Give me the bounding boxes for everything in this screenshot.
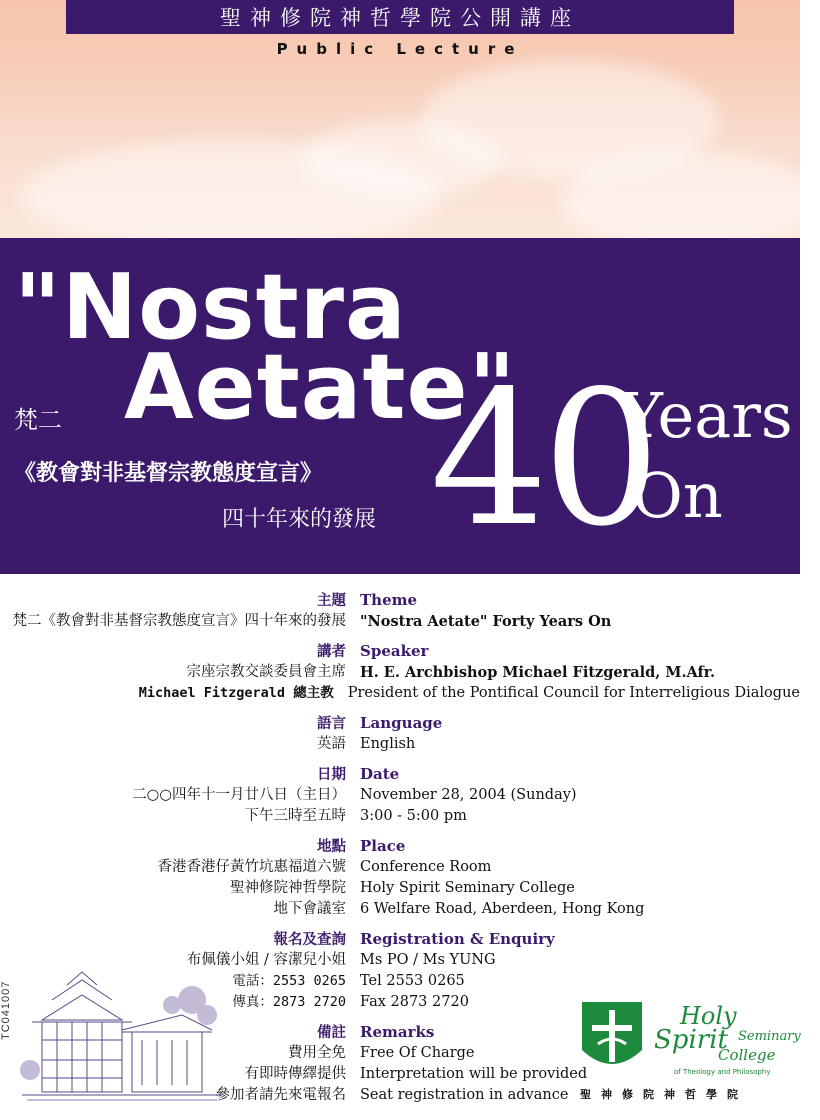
detail-value-cn: 下午三時至五時 [244,808,346,824]
detail-value-cn: 梵二《教會對非基督宗教態度宣言》四十年來的發展 [12,613,346,629]
chinese-subtitle-2: 《教會對非基督宗教態度宣言》 [14,460,323,486]
detail-value-en: Ms PO / Ms YUNG [360,952,496,968]
logo-text-college: College [718,1046,776,1064]
detail-value-cn: 傳真：2873 2720 [232,994,346,1010]
detail-value-en: November 28, 2004 (Sunday) [360,787,577,803]
detail-value-en: English [360,736,416,752]
detail-row [0,899,800,920]
detail-row [0,683,800,704]
detail-heading-row [0,713,800,734]
detail-label-cn: 備註 [317,1024,346,1041]
detail-value-cn: 英語 [317,736,346,752]
detail-heading-row [0,764,800,785]
detail-value-en: Holy Spirit Seminary College [360,880,575,896]
detail-value-en: President of the Pontifical Council for Interreligious Dialogue [347,685,800,701]
detail-heading-row [0,929,800,950]
detail-group [0,764,800,827]
detail-value-cn: Michael Fitzgerald 總主教 [138,685,334,701]
detail-heading-row [0,641,800,662]
detail-value-cn: 香港香港仔黃竹坑惠福道六號 [157,859,346,875]
detail-label-cn: 主題 [317,592,346,609]
detail-label-en: Theme [360,591,418,609]
detail-value-cn: 宗座宗教交談委員會主席 [186,664,346,680]
detail-group [0,713,800,755]
detail-value-en: Free Of Charge [360,1045,475,1061]
detail-value-cn: 參加者請先來電報名 [215,1087,346,1103]
detail-label-en: Speaker [360,642,429,660]
detail-value-cn: 二○○四年十一月廿八日（主日） [132,787,346,803]
cloud-shape [560,150,820,250]
detail-value-en: Conference Room [360,859,492,875]
detail-value-en: "Nostra Aetate" Forty Years On [360,613,612,630]
title-line-2: Aetate" [124,335,517,440]
detail-value-cn: 地下會議室 [273,901,346,917]
detail-label-cn: 日期 [317,766,346,783]
document-code: TC041007 [0,980,12,1040]
detail-row [0,806,800,827]
detail-value-cn: 聖神修院神哲學院 [230,880,346,896]
detail-heading-row [0,836,800,857]
detail-label-en: Language [360,714,443,732]
sky-background [0,0,800,238]
detail-label-cn: 語言 [317,715,346,732]
chinese-header-band [66,0,734,34]
public-lecture-heading: Public Lecture [276,40,524,58]
detail-label-en: Place [360,837,406,855]
detail-group [0,641,800,704]
detail-group [0,836,800,920]
detail-value-en: Fax 2873 2720 [360,994,469,1010]
detail-label-cn: 報名及查詢 [273,931,346,948]
title-line-1: "Nostra [14,255,407,360]
detail-label-en: Registration & Enquiry [360,930,555,948]
title-band [0,238,800,574]
logo-text-seminary: Seminary [738,1029,801,1044]
detail-row [0,785,800,806]
detail-value-cn: 電話：2553 0265 [232,973,346,989]
detail-value-en: H. E. Archbishop Michael Fitzgerald, M.Afr. [360,664,716,681]
on-word: On [632,459,723,532]
detail-row [0,734,800,755]
logo-text-spirit: Spirit [654,1025,728,1055]
detail-label-en: Remarks [360,1023,435,1041]
building-sketch-icon [22,960,222,1110]
detail-label-en: Date [360,765,400,783]
detail-value-en: Interpretation will be provided [360,1066,588,1082]
logo-chinese-name: 聖神修院神哲學院 [580,1088,748,1101]
detail-value-en: Tel 2553 0265 [360,973,465,989]
logo-text-holy: Holy [680,1002,737,1030]
detail-value-cn: 有即時傳繹提供 [244,1066,346,1082]
chinese-title: 聖神修院神哲學院公開講座 [220,6,580,30]
chinese-subtitle-3: 四十年來的發展 [222,507,377,532]
cloud-shape [300,120,500,200]
detail-row [0,662,800,683]
chinese-subtitle-1: 梵二 [14,406,62,434]
detail-row [0,611,800,632]
detail-label-cn: 地點 [317,838,346,855]
detail-value-cn: 布佩儀小姐 / 容潔兒小姐 [186,952,346,968]
detail-value-en: 6 Welfare Road, Aberdeen, Hong Kong [360,901,645,917]
forty-numeral: 40 [430,350,655,567]
years-word: Years [622,379,793,452]
detail-value-en: 3:00 - 5:00 pm [360,808,467,824]
detail-heading-row [0,590,800,611]
detail-row [0,878,800,899]
detail-label-cn: 講者 [317,643,346,660]
detail-row [0,857,800,878]
detail-value-en: Seat registration in advance [360,1087,569,1103]
logo-text-subtitle: of Theology and Philosophy [674,1068,771,1076]
detail-value-cn: 費用全免 [288,1045,346,1061]
holy-spirit-logo-icon [578,998,801,1078]
detail-group [0,590,800,632]
